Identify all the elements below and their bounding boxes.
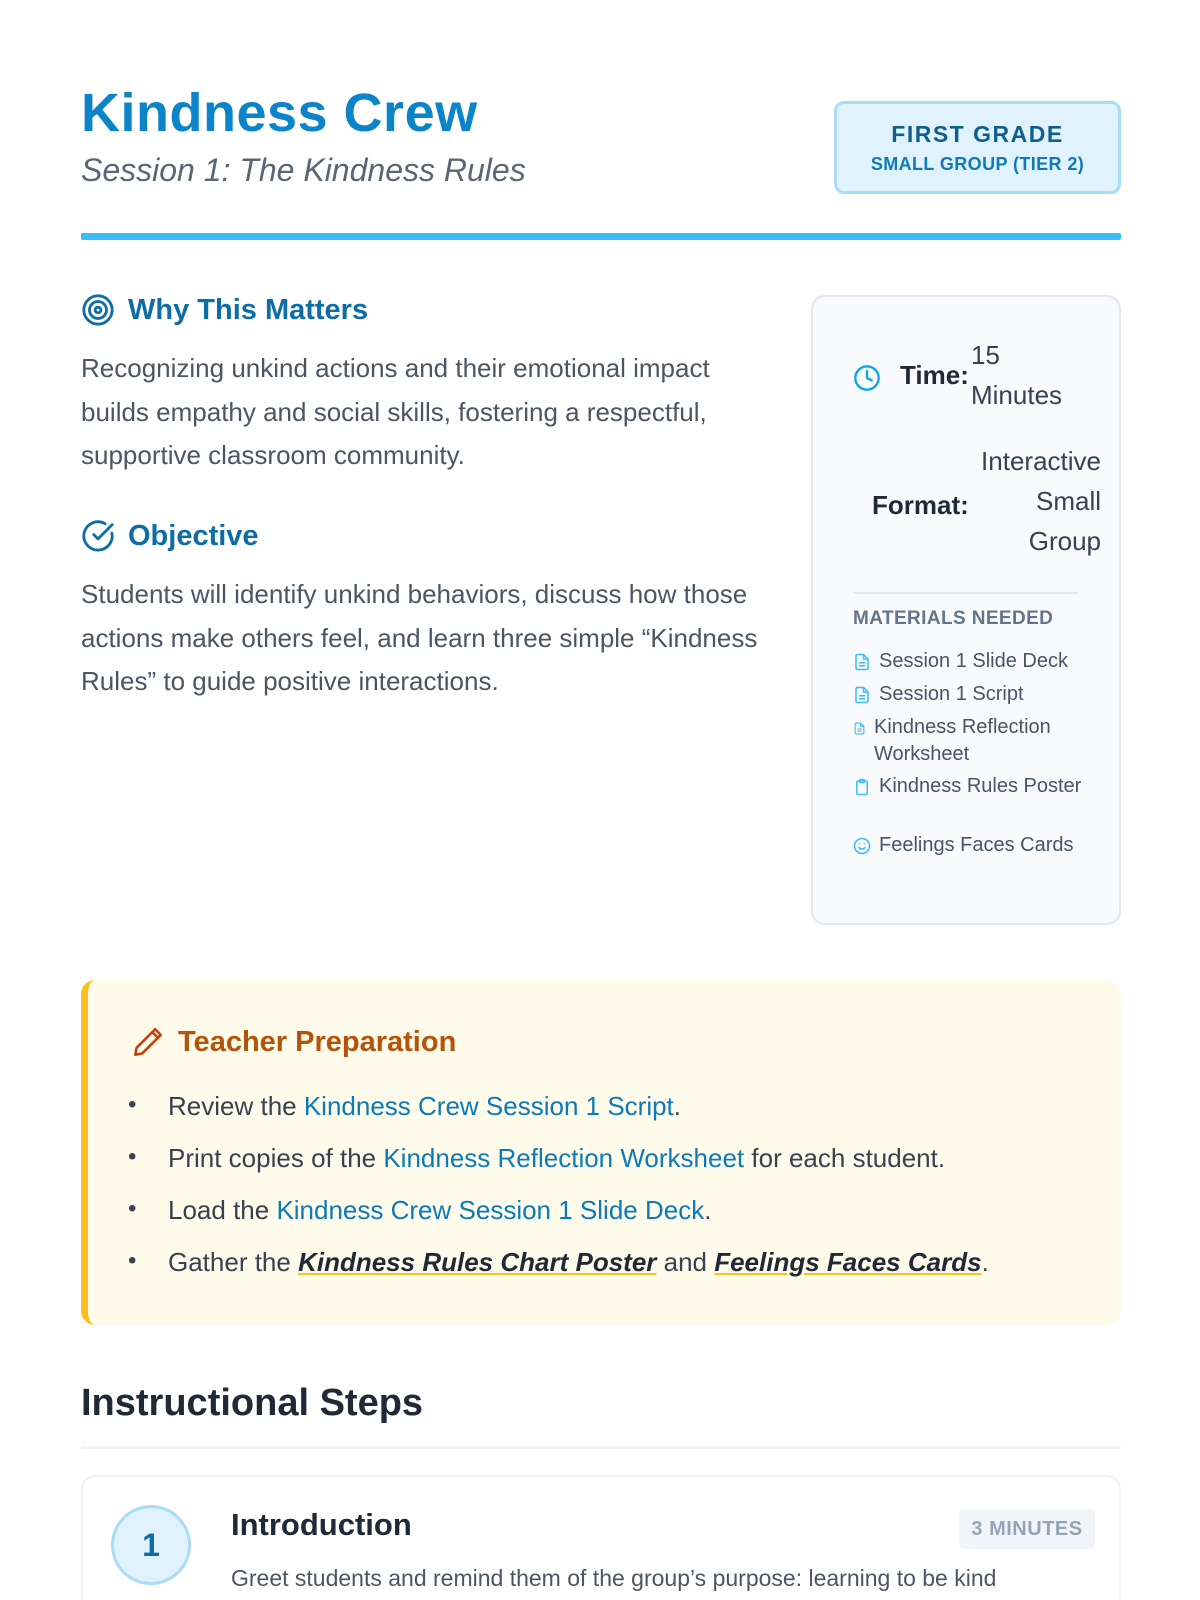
worksheet-link[interactable]: Kindness Reflection Worksheet bbox=[383, 1143, 745, 1173]
time-value: 15 Minutes bbox=[971, 340, 1063, 410]
card-divider bbox=[853, 592, 1078, 594]
material-label: Session 1 Script bbox=[879, 683, 1024, 705]
pencil-icon bbox=[131, 1025, 165, 1059]
page-title: Kindness Crew bbox=[81, 83, 478, 143]
prep-heading-text: Teacher Preparation bbox=[178, 1025, 457, 1058]
group-label: SMALL GROUP (TIER 2) bbox=[870, 154, 1085, 174]
objective-heading-text: Objective bbox=[128, 519, 259, 552]
prep-text: and bbox=[656, 1247, 715, 1277]
step-card bbox=[81, 1475, 1121, 1600]
objective-heading bbox=[81, 516, 259, 556]
material-item bbox=[853, 773, 1093, 800]
target-icon bbox=[81, 293, 115, 327]
step-description: Greet students and remind them of the group’s purpose: learning to be kind bbox=[231, 1565, 997, 1591]
step-number: 1 bbox=[111, 1505, 191, 1585]
time-label: Time: bbox=[900, 360, 969, 390]
step-title: Introduction bbox=[231, 1507, 412, 1542]
session-info-card bbox=[811, 295, 1121, 925]
material-label: Feelings Faces Cards bbox=[879, 834, 1074, 856]
material-item bbox=[853, 681, 1093, 708]
clock-icon bbox=[853, 364, 881, 392]
prep-text: Gather the bbox=[168, 1247, 299, 1277]
why-heading bbox=[81, 290, 368, 330]
prep-text: . bbox=[673, 1091, 682, 1121]
prep-item bbox=[168, 1195, 711, 1226]
check-circle-icon bbox=[81, 519, 115, 553]
prep-item bbox=[168, 1247, 989, 1278]
slide-deck-link[interactable]: Kindness Crew Session 1 Slide Deck bbox=[276, 1195, 705, 1225]
session-subtitle: Session 1: The Kindness Rules bbox=[81, 152, 526, 188]
teacher-preparation-box bbox=[81, 980, 1121, 1325]
prep-text: for each student. bbox=[744, 1143, 946, 1173]
prep-text: Print copies of the bbox=[168, 1143, 384, 1173]
lesson-header bbox=[81, 80, 1121, 240]
steps-title: Instructional Steps bbox=[81, 1382, 424, 1424]
step-duration-badge: 3 MINUTES bbox=[959, 1509, 1095, 1549]
material-item bbox=[853, 832, 1093, 859]
material-item bbox=[853, 648, 1093, 675]
prep-item bbox=[168, 1091, 681, 1122]
prep-text: . bbox=[704, 1195, 712, 1225]
steps-divider bbox=[81, 1446, 1121, 1449]
clipboard-icon bbox=[853, 778, 871, 796]
objective-text: Students will identify unkind behaviors, discuss how those actions make others feel, and learn three simple “Kindness Rules” to guide positive interactions. bbox=[81, 579, 758, 696]
material-label: Kindness Rules Poster bbox=[879, 775, 1082, 797]
smile-icon bbox=[853, 837, 871, 855]
format-label: Format: bbox=[872, 490, 969, 520]
grade-label: FIRST GRADE bbox=[891, 121, 1064, 147]
materials-title: MATERIALS NEEDED bbox=[853, 608, 1054, 629]
prep-text: Load the bbox=[168, 1195, 277, 1225]
material-item bbox=[853, 714, 1093, 767]
prep-text: Review the bbox=[168, 1091, 304, 1121]
poster-name: Kindness Rules Chart Poster bbox=[298, 1247, 657, 1277]
prep-heading bbox=[131, 1020, 456, 1064]
why-heading-text: Why This Matters bbox=[128, 293, 369, 326]
document-icon bbox=[853, 686, 871, 704]
grade-badge bbox=[834, 101, 1121, 194]
material-label: Kindness Reflection Worksheet bbox=[874, 716, 1051, 765]
document-icon bbox=[853, 722, 866, 735]
material-label: Session 1 Slide Deck bbox=[879, 650, 1068, 672]
script-link[interactable]: Kindness Crew Session 1 Script bbox=[303, 1091, 674, 1121]
cards-name: Feelings Faces Cards bbox=[714, 1247, 982, 1277]
prep-item bbox=[168, 1143, 945, 1174]
header-divider bbox=[81, 233, 1121, 240]
document-icon bbox=[853, 653, 871, 671]
prep-text: . bbox=[981, 1247, 989, 1277]
why-text: Recognizing unkind actions and their emotional impact builds empathy and social skills, fostering a respectful, supportive classroom community. bbox=[81, 353, 710, 470]
format-value: Interactive Small Group bbox=[981, 446, 1101, 556]
